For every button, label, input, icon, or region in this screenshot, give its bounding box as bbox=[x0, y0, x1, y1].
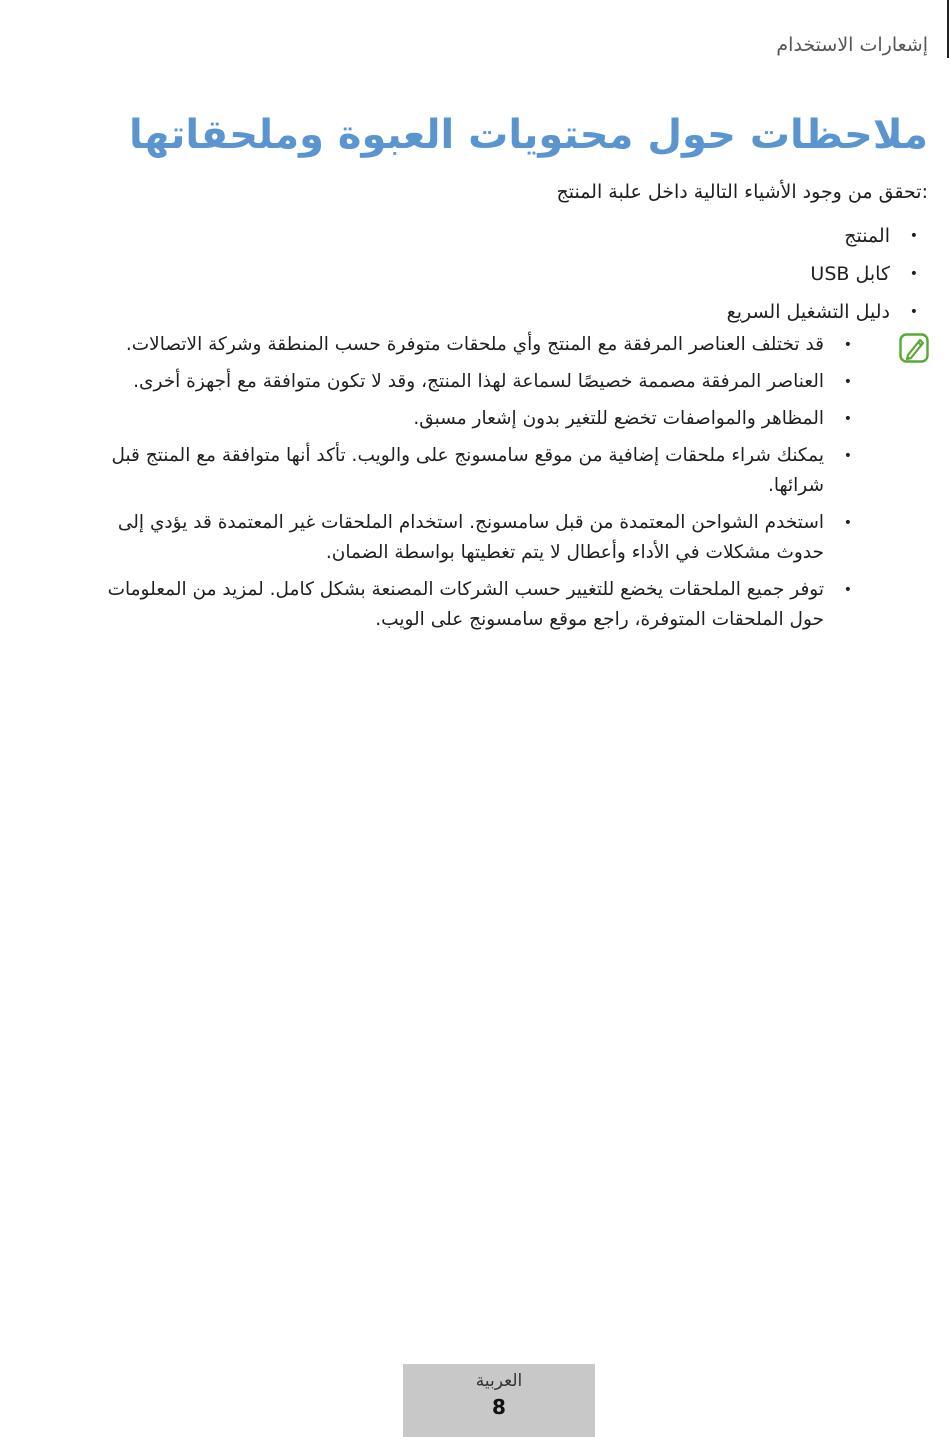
list-item: • كابل USB bbox=[218, 260, 918, 298]
bullet: • bbox=[909, 266, 918, 282]
page-footer bbox=[403, 1364, 595, 1437]
note-item: • العناصر المرفقة مصممة خصيصًا لسماعة لهذا المنتج، وقد لا تكون متوافقة مع أجهزة أخرى. bbox=[82, 367, 852, 397]
list-item: • دليل التشغيل السريع bbox=[218, 298, 918, 336]
note-item: • قد تختلف العناصر المرفقة مع المنتج وأي ملحقات متوفرة حسب المنطقة وشركة الاتصالات. bbox=[82, 330, 852, 360]
intro-text: :تحقق من وجود الأشياء التالية داخل علبة المنتج bbox=[556, 181, 928, 203]
bullet: • bbox=[909, 304, 918, 320]
section-header: إشعارات الاستخدام bbox=[776, 34, 928, 56]
note-pencil-icon bbox=[899, 333, 929, 363]
note-item: • توفر جميع الملحقات يخضع للتغيير حسب الشركات المصنعة بشكل كامل. لمزيد من المعلومات حول الملحقات المتوفرة، راجع موقع سامسونج على الويب. bbox=[82, 575, 852, 635]
bullet: • bbox=[843, 448, 852, 464]
page-number: 8 bbox=[492, 1395, 506, 1419]
package-contents-list bbox=[218, 222, 918, 336]
list-item: • المنتج bbox=[218, 222, 918, 260]
bullet: • bbox=[843, 582, 852, 598]
header-divider bbox=[947, 0, 949, 58]
notes-list bbox=[82, 330, 852, 642]
bullet: • bbox=[843, 337, 852, 353]
note-item: • المظاهر والمواصفات تخضع للتغير بدون إشعار مسبق. bbox=[82, 404, 852, 434]
bullet: • bbox=[843, 411, 852, 427]
bullet: • bbox=[843, 515, 852, 531]
note-item: • استخدم الشواحن المعتمدة من قبل سامسونج. استخدام الملحقات غير المعتمدة قد يؤدي إلى حدوث مشكلات في الأداء وأعطال لا يتم تغطيتها بواسطة الضمان. bbox=[82, 508, 852, 568]
bullet: • bbox=[909, 228, 918, 244]
page-title: ملاحظات حول محتويات العبوة وملحقاتها bbox=[128, 112, 928, 158]
footer-language: العربية bbox=[475, 1371, 523, 1391]
bullet: • bbox=[843, 374, 852, 390]
note-item: • يمكنك شراء ملحقات إضافية من موقع سامسونج على والويب. تأكد أنها متوافقة مع المنتج قبل شرائها. bbox=[82, 441, 852, 501]
